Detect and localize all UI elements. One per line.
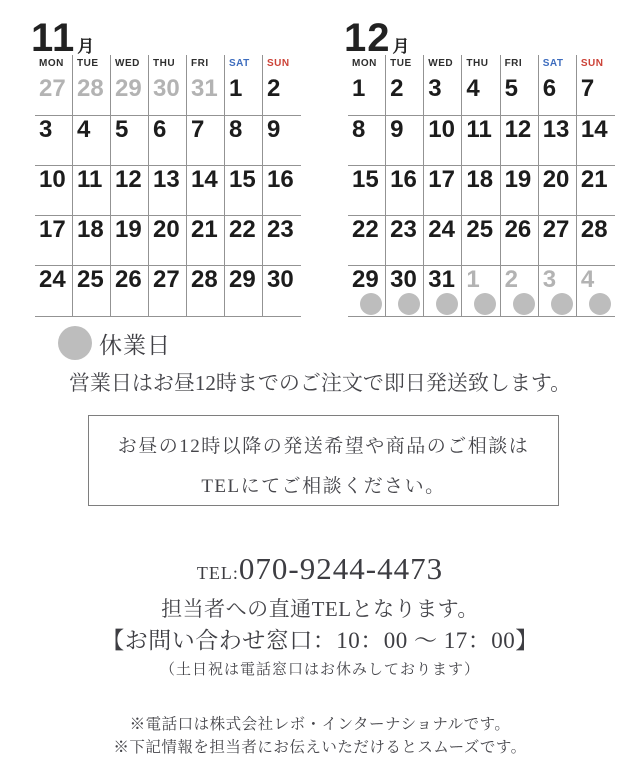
calendar-day-december-8 [348,116,386,166]
weekend-closed-note: （土日祝は電話窓口はお休みしております） [159,662,480,678]
day-number: 15 [352,166,379,193]
day-number: 9 [390,116,404,143]
day-number: 21 [191,216,218,243]
closed-day-circle [360,293,382,315]
calendar-day-december-27 [539,216,577,266]
calendar-day-november-5 [111,116,149,166]
day-number: 26 [504,216,532,243]
calendar-day-december-17 [424,166,462,216]
calendar-day-december-15 [348,166,386,216]
day-number: 20 [542,166,570,193]
day-number: 19 [504,166,532,193]
calendar-day-december-31 [424,266,462,317]
calendar-day-november-21 [187,216,225,266]
calendar-day-november-28 [73,75,111,116]
month-number: 12 [344,16,391,61]
day-number: 17 [39,216,66,243]
calendar-day-november-29 [225,266,263,317]
calendar-day-december-21 [577,166,615,216]
day-number: 2 [390,75,404,102]
day-number: 29 [229,266,256,293]
calendar-day-december-25 [462,216,500,266]
closed-day-circle [589,293,611,315]
weekday-header-wed: WED [424,55,462,75]
weekday-header-sun: SUN [580,58,604,69]
day-number: 17 [428,166,455,193]
day-number: 3 [542,266,557,293]
calendar-day-december-14 [577,116,615,166]
calendar-day-november-6 [149,116,187,166]
day-number: 8 [229,116,243,143]
day-number: 14 [191,166,218,193]
calendar-day-december-6 [539,75,577,116]
day-number: 28 [77,75,104,102]
inquiry-hours: 【お問い合わせ窓口：10：00 ～ 17：00】 [101,628,539,653]
month-number: 11 [31,16,76,61]
day-number: 28 [191,266,218,293]
day-number: 18 [77,216,104,243]
calendar-day-november-27 [35,75,73,116]
calendar-day-december-20 [539,166,577,216]
day-number: 16 [267,166,294,193]
day-number: 12 [115,166,142,193]
calendar-day-december-4 [577,266,615,317]
calendar-day-november-23 [263,216,301,266]
calendar-day-december-30 [386,266,424,317]
calendar-day-november-30 [263,266,301,317]
closed-day-legend-label: 休業日 [99,332,171,358]
month-suffix: 月 [77,37,95,56]
day-number: 28 [580,216,608,243]
day-number: 29 [352,266,379,293]
calendar-december-title [344,14,615,61]
day-number: 27 [542,216,570,243]
calendar-day-december-9 [386,116,424,166]
calendar-day-november-10 [35,166,73,216]
day-number: 11 [466,116,492,143]
day-number: 5 [115,116,129,143]
weekday-header-thu: THU [149,55,187,75]
day-number: 16 [390,166,417,193]
weekday-header-wed: WED [111,55,149,75]
day-number: 7 [191,116,205,143]
weekday-header-mon: MON [35,55,73,75]
day-number: 14 [580,116,608,143]
weekday-header-sun: SUN [267,58,290,69]
calendar-day-december-1 [462,266,500,317]
day-number: 29 [115,75,142,102]
weekday-header-fri: FRI [187,55,225,75]
calendar-day-november-7 [187,116,225,166]
calendar-december-grid [348,55,615,317]
calendar-november-title [31,14,301,61]
calendar-day-november-15 [225,166,263,216]
day-number: 26 [115,266,142,293]
day-number: 8 [352,116,366,143]
weekday-header-tue: TUE [386,55,424,75]
calendar-day-november-8 [225,116,263,166]
calendar-day-november-31 [187,75,225,116]
calendar-day-november-26 [111,266,149,317]
calendar-day-november-27 [149,266,187,317]
day-number: 30 [390,266,417,293]
tel-box-line1: お昼の12時以降の発送希望や商品のご相談は [117,436,530,457]
calendar-november-grid [35,55,301,317]
day-number: 6 [542,75,557,102]
calendar-day-december-18 [462,166,500,216]
calendar-day-december-16 [386,166,424,216]
tel-consultation-box [88,415,559,506]
same-day-shipping-note: 営業日はお昼12時までのご注文で即日発送致します。 [68,371,572,395]
calendar-day-december-1 [348,75,386,116]
tel-box-line2: TELにてご相談ください。 [201,476,446,497]
calendar-day-december-7 [577,75,615,116]
calendar-day-november-30 [149,75,187,116]
calendar-day-december-3 [424,75,462,116]
day-number: 31 [428,266,455,293]
day-number: 7 [580,75,595,102]
day-number: 30 [267,266,294,293]
calendar-day-december-11 [462,116,500,166]
calendar-day-november-17 [35,216,73,266]
calendar-day-november-13 [149,166,187,216]
day-number: 4 [466,75,480,102]
day-number: 1 [229,75,243,102]
day-number: 13 [153,166,180,193]
calendar-day-december-2 [501,266,539,317]
calendar-day-december-4 [462,75,500,116]
day-number: 3 [39,116,53,143]
direct-tel-note: 担当者への直通TELとなります。 [161,597,479,621]
day-number: 27 [39,75,66,102]
calendar-day-november-3 [35,116,73,166]
day-number: 4 [77,116,91,143]
calendar-day-december-13 [539,116,577,166]
calendar-day-november-14 [187,166,225,216]
calendar-day-november-19 [111,216,149,266]
closed-day-circle [474,293,496,315]
day-number: 25 [77,266,104,293]
calendar-day-november-11 [73,166,111,216]
closed-day-circle [436,293,458,315]
day-number: 31 [191,75,218,102]
day-number: 20 [153,216,180,243]
calendar-day-november-25 [73,266,111,317]
day-number: 24 [39,266,66,293]
day-number: 5 [504,75,518,102]
calendar-day-december-10 [424,116,462,166]
day-number: 24 [428,216,455,243]
day-number: 23 [390,216,417,243]
weekday-header-fri: FRI [501,55,539,75]
day-number: 21 [580,166,608,193]
day-number: 3 [428,75,442,102]
day-number: 10 [428,116,455,143]
month-suffix: 月 [392,37,410,56]
calendar-day-november-28 [187,266,225,317]
phone-number-line [0,551,640,587]
day-number: 25 [466,216,494,243]
day-number: 1 [352,75,366,102]
day-number: 19 [115,216,142,243]
calendar-day-december-24 [424,216,462,266]
calendar-day-december-29 [348,266,386,317]
calendar-day-november-2 [263,75,301,116]
day-number: 15 [229,166,256,193]
calendar-day-november-18 [73,216,111,266]
calendar-day-november-1 [225,75,263,116]
day-number: 4 [580,266,595,293]
day-number: 30 [153,75,180,102]
footnote-company: ※電話口は株式会社レボ・インターナショナルです。 [129,716,511,733]
calendar-day-december-2 [386,75,424,116]
calendar-day-december-23 [386,216,424,266]
calendar-day-november-24 [35,266,73,317]
day-number: 11 [77,166,103,193]
calendar-day-november-20 [149,216,187,266]
calendar-day-december-28 [577,216,615,266]
closed-day-legend [58,326,171,360]
calendar-december [344,14,615,317]
closed-day-circle [551,293,573,315]
day-number: 1 [466,266,480,293]
day-number: 22 [229,216,256,243]
day-number: 13 [542,116,570,143]
day-number: 22 [352,216,379,243]
weekday-header-sat: SAT [225,55,263,75]
calendar-day-december-5 [501,75,539,116]
calendar-day-november-4 [73,116,111,166]
calendar-day-december-19 [501,166,539,216]
weekday-header-sat: SAT [539,55,577,75]
weekday-header-tue: TUE [73,55,111,75]
weekday-header-thu: THU [462,55,500,75]
day-number: 2 [504,266,518,293]
tel-label: TEL: [196,563,239,583]
day-number: 27 [153,266,180,293]
calendar-day-november-12 [111,166,149,216]
calendar-day-december-26 [501,216,539,266]
day-number: 18 [466,166,494,193]
weekday-header-mon: MON [348,55,386,75]
closed-day-circle-icon [58,326,92,360]
calendar-day-november-22 [225,216,263,266]
calendar-day-november-29 [111,75,149,116]
day-number: 10 [39,166,66,193]
calendar-november [31,14,301,317]
closed-day-circle [513,293,535,315]
day-number: 12 [504,116,532,143]
tel-number: 070-9244-4473 [238,551,444,586]
day-number: 9 [267,116,281,143]
day-number: 23 [267,216,294,243]
calendar-day-december-3 [539,266,577,317]
calendar-day-november-9 [263,116,301,166]
calendar-day-december-22 [348,216,386,266]
footnote-info: ※下記情報を担当者にお伝えいただけるとスムーズです。 [113,739,527,756]
day-number: 6 [153,116,167,143]
calendar-day-december-12 [501,116,539,166]
calendar-day-november-16 [263,166,301,216]
day-number: 2 [267,75,281,102]
closed-day-circle [398,293,420,315]
